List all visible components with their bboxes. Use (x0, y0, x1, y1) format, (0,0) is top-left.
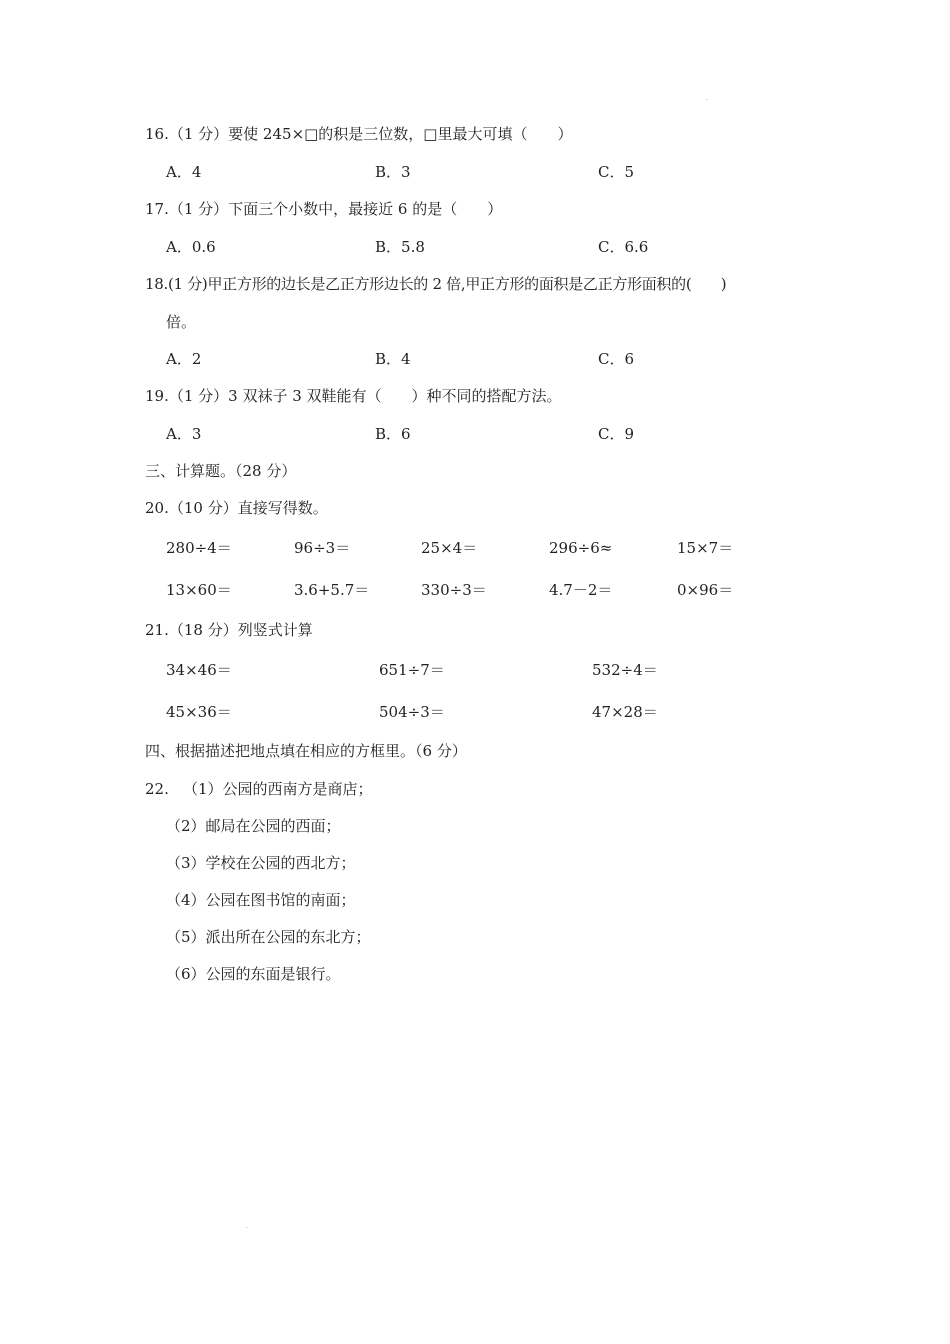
question-18-option-b: B．4 (375, 350, 411, 368)
q22-description: （5）派出所在公园的东北方； (166, 928, 371, 946)
q21-expression: 34×46＝ (166, 661, 232, 679)
q21-expression: 47×28＝ (592, 703, 658, 721)
q20-expression: 15×7＝ (677, 539, 734, 557)
q21-expression: 651÷7＝ (379, 661, 445, 679)
q22-description: （3）学校在公园的西北方； (166, 854, 356, 872)
question-17-stem: 17.（1 分）下面三个小数中，最接近 6 的是（ ） (145, 200, 503, 218)
q20-expression: 296÷6≈ (549, 539, 613, 557)
question-22-number: 22. (145, 780, 169, 798)
question-17-option-b: B．5.8 (375, 238, 425, 256)
section-4-heading: 四、根据描述把地点填在相应的方框里。（6 分） (145, 742, 467, 760)
question-18-option-c: C．6 (598, 350, 635, 368)
q21-expression: 504÷3＝ (379, 703, 445, 721)
question-17-option-a: A．0.6 (166, 238, 216, 256)
question-17-option-c: C．6.6 (598, 238, 649, 256)
q21-expression: 45×36＝ (166, 703, 232, 721)
question-19-option-a: A．3 (166, 425, 202, 443)
question-19-option-b: B．6 (375, 425, 411, 443)
question-18-stem: 18.(1 分)甲正方形的边长是乙正方形边长的 2 倍,甲正方形的面积是乙正方形面积的( ) (145, 275, 727, 293)
q20-expression: 3.6+5.7＝ (294, 581, 370, 599)
question-16-option-c: C．5 (598, 163, 635, 181)
question-16-option-b: B．3 (375, 163, 411, 181)
question-18-option-a: A．2 (166, 350, 202, 368)
question-20-stem: 20.（10 分）直接写得数。 (145, 499, 328, 517)
q22-description: （2）邮局在公园的西面； (166, 817, 341, 835)
q22-description: （1）公园的西南方是商店； (183, 780, 373, 798)
question-18-stem-continued: 倍。 (166, 313, 197, 331)
q21-expression: 532÷4＝ (592, 661, 658, 679)
q20-expression: 25×4＝ (421, 539, 478, 557)
q20-expression: 280÷4＝ (166, 539, 232, 557)
q20-expression: 330÷3＝ (421, 581, 487, 599)
scan-speck (246, 1227, 247, 1228)
q20-expression: 13×60＝ (166, 581, 232, 599)
question-21-stem: 21.（18 分）列竖式计算 (145, 621, 313, 639)
section-3-heading: 三、计算题。（28 分） (145, 462, 297, 480)
question-16-stem: 16.（1 分）要使 245×□的积是三位数，□里最大可填（ ） (145, 125, 573, 143)
q20-expression: 0×96＝ (677, 581, 734, 599)
q22-description: （6）公园的东面是银行。 (166, 965, 341, 983)
question-19-option-c: C．9 (598, 425, 635, 443)
question-19-stem: 19.（1 分）3 双袜子 3 双鞋能有（ ）种不同的搭配方法。 (145, 387, 562, 405)
q20-expression: 4.7－2＝ (549, 581, 613, 599)
q22-description: （4）公园在图书馆的南面； (166, 891, 356, 909)
q20-expression: 96÷3＝ (294, 539, 351, 557)
question-16-option-a: A．4 (166, 163, 202, 181)
scan-speck (706, 99, 707, 100)
